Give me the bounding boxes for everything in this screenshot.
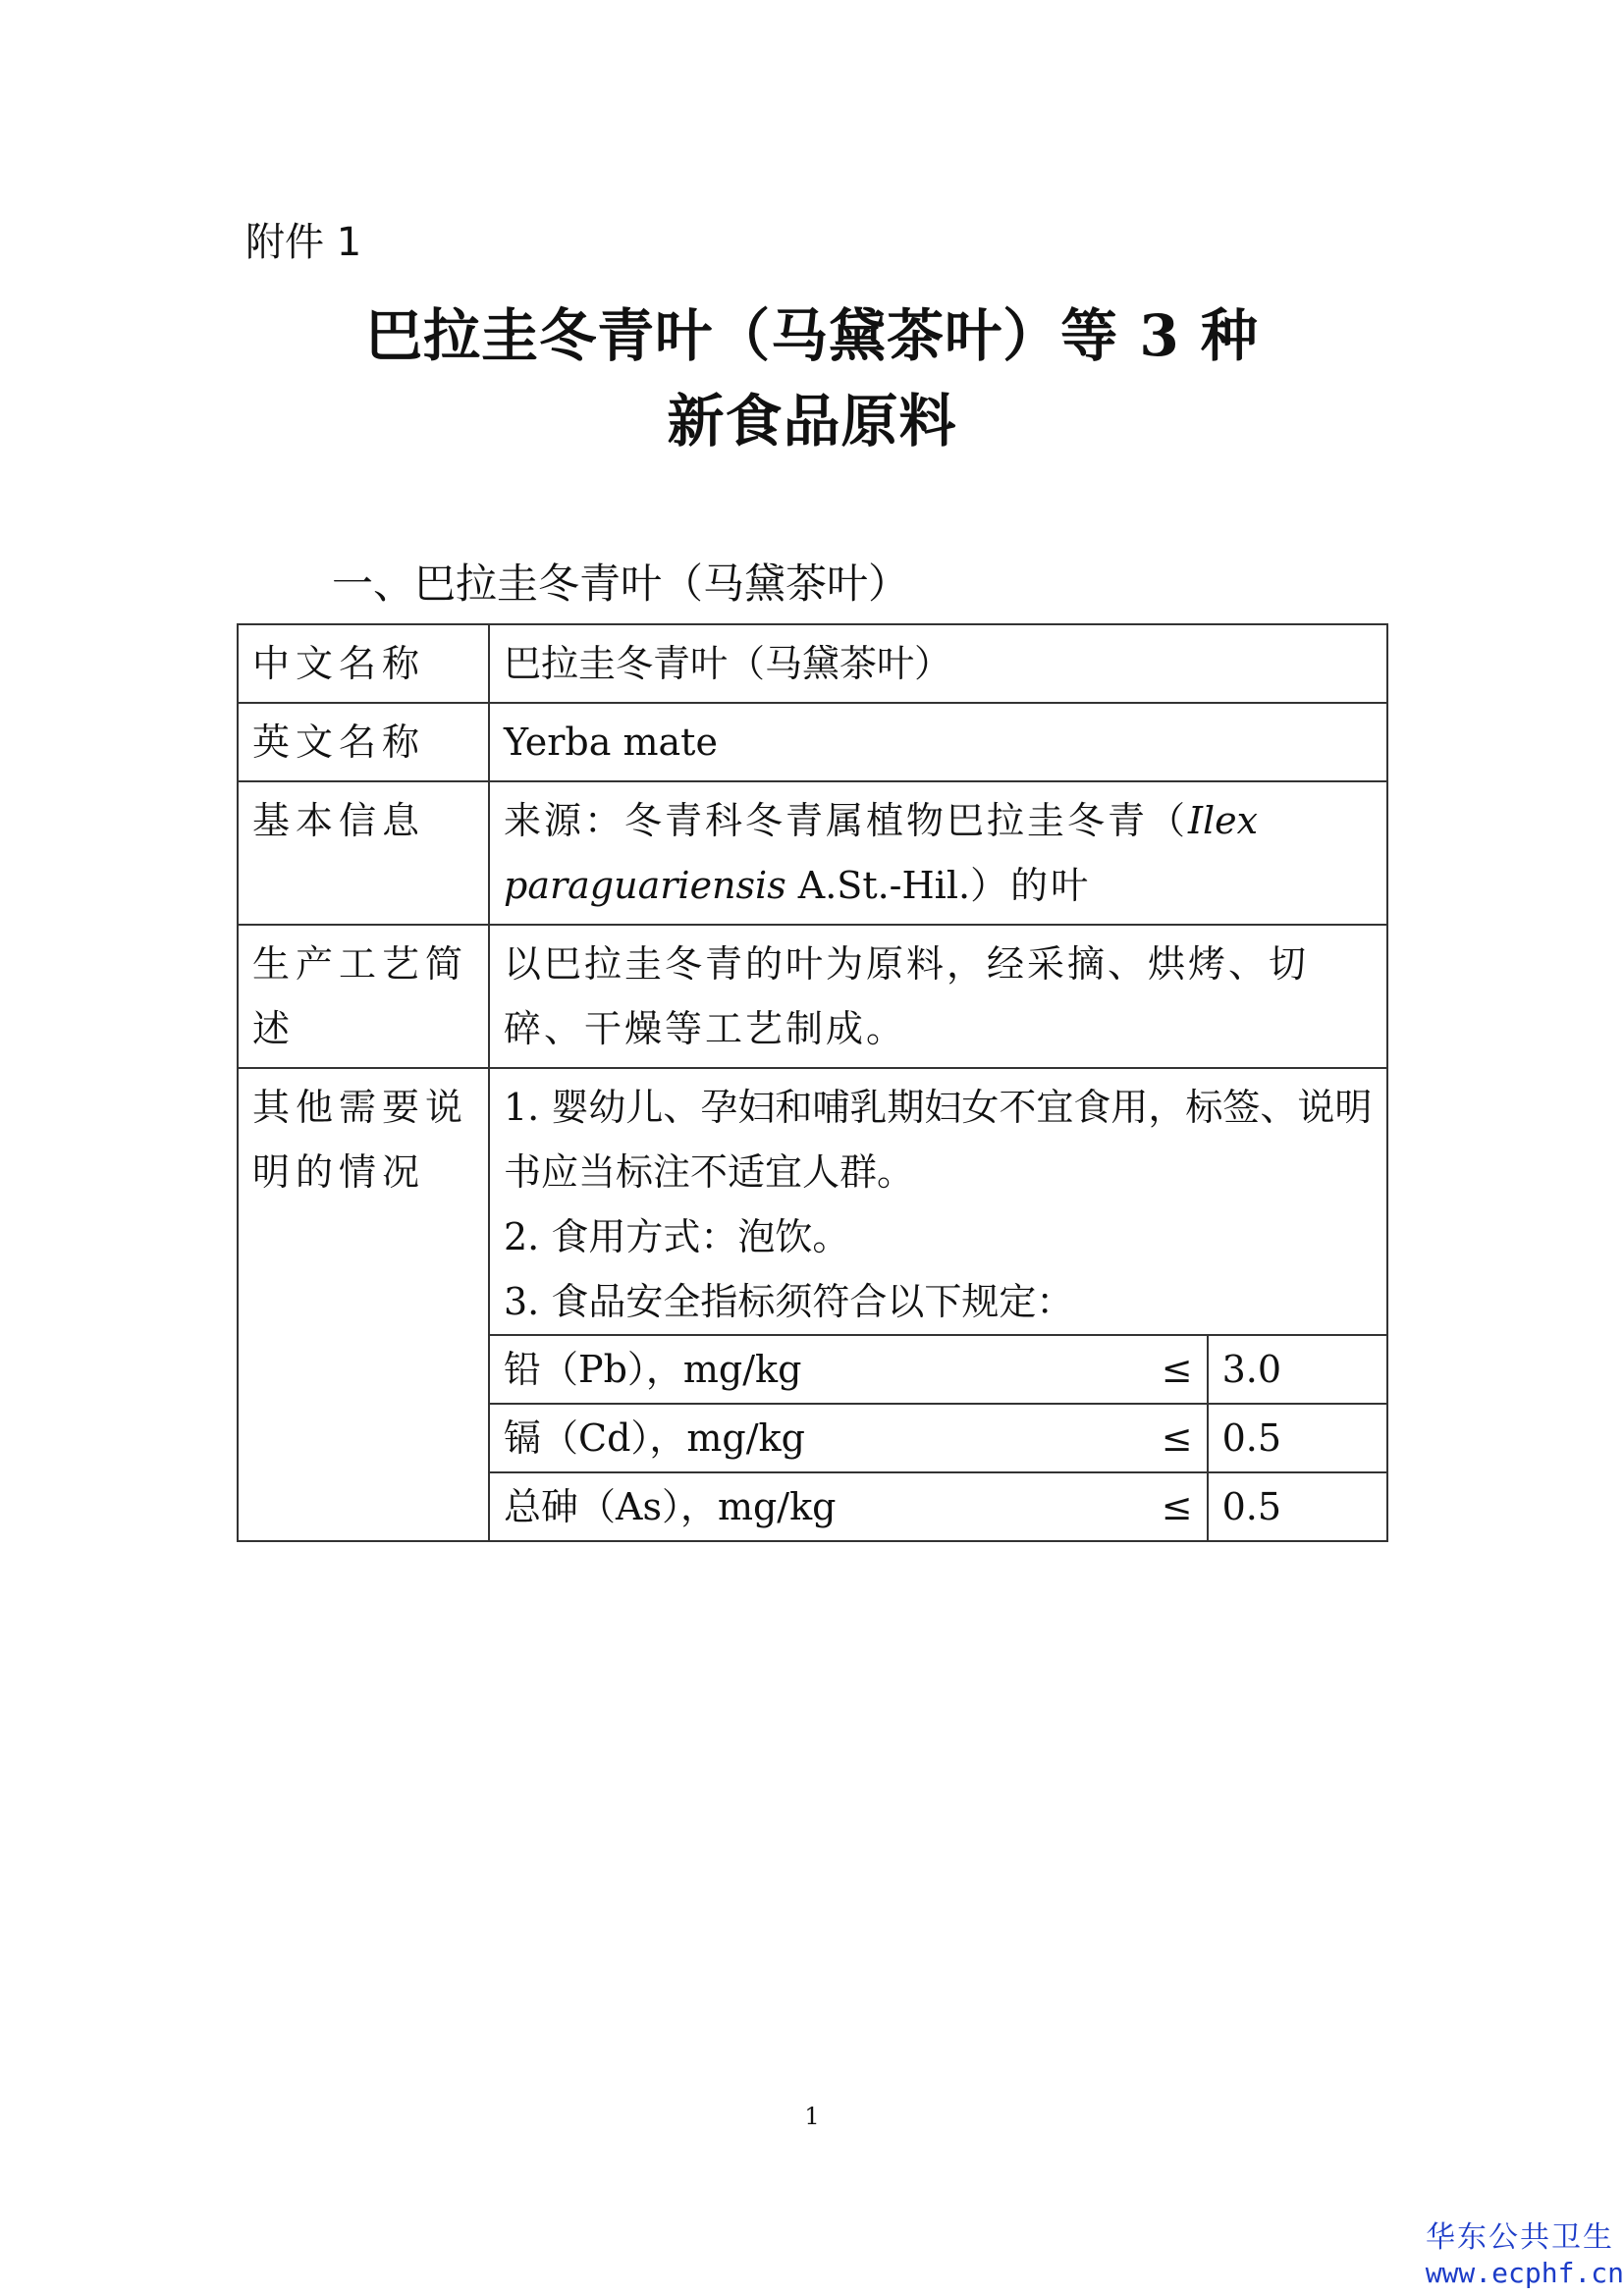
table-row-chinese-name — [238, 624, 1387, 703]
latin-name: Ilex paraguariensis — [504, 799, 1259, 907]
limit-operator: ≤ — [1118, 1404, 1208, 1472]
document-title-line-2: 新食品原料 — [667, 388, 957, 454]
note-2: 2. 食用方式：泡饮。 — [504, 1215, 850, 1258]
limit-value: 0.5 — [1208, 1404, 1386, 1472]
limit-row-lead — [490, 1335, 1386, 1404]
process-label: 生产工艺简述 — [238, 925, 489, 1068]
basic-info-label: 基本信息 — [238, 781, 489, 925]
latin-authority: A.St.-Hil. — [785, 864, 971, 907]
note-1: 1. 婴幼儿、孕妇和哺乳期妇女不宜食用，标签、说明书应当标注不适宜人群。 — [504, 1086, 1373, 1194]
table-row-english-name — [238, 703, 1387, 781]
basic-info-prefix: 来源：冬青科冬青属植物巴拉圭冬青（ — [504, 799, 1189, 842]
attachment-label: 附件 1 — [245, 220, 362, 265]
note-3: 3. 食品安全指标须符合以下规定： — [504, 1280, 1074, 1323]
table-row-basic-info — [238, 781, 1387, 925]
watermark-name: 华东公共卫生 — [1426, 2220, 1614, 2255]
basic-info-value — [489, 781, 1387, 925]
table-row-other-notes — [238, 1068, 1387, 1541]
page-number: 1 — [804, 2103, 820, 2130]
limit-operator: ≤ — [1118, 1472, 1208, 1540]
ingredient-info-table — [237, 623, 1388, 1542]
watermark — [1426, 2220, 1624, 2291]
chinese-name-label: 中文名称 — [238, 624, 489, 703]
limit-value: 3.0 — [1208, 1335, 1386, 1404]
section-heading: 一、巴拉圭冬青叶（马黛茶叶） — [332, 560, 910, 608]
limit-value: 0.5 — [1208, 1472, 1386, 1540]
basic-info-suffix: ）的叶 — [970, 864, 1092, 907]
limit-name: 总砷（As），mg/kg — [490, 1472, 1118, 1540]
english-name-label: 英文名称 — [238, 703, 489, 781]
limit-row-cadmium — [490, 1404, 1386, 1472]
safety-limits-table — [490, 1334, 1386, 1540]
limit-row-arsenic — [490, 1472, 1386, 1540]
table-row-process — [238, 925, 1387, 1068]
watermark-url: www.ecphf.cn — [1425, 2257, 1624, 2289]
english-name-value: Yerba mate — [489, 703, 1387, 781]
process-value: 以巴拉圭冬青的叶为原料，经采摘、烘烤、切碎、干燥等工艺制成。 — [489, 925, 1387, 1068]
limit-name: 铅（Pb），mg/kg — [490, 1335, 1118, 1404]
other-notes-label: 其他需要说明的情况 — [238, 1068, 489, 1541]
other-notes-cell — [489, 1068, 1387, 1541]
chinese-name-value: 巴拉圭冬青叶（马黛茶叶） — [489, 624, 1387, 703]
document-title-line-1: 巴拉圭冬青叶（马黛茶叶）等 3 种 — [365, 302, 1259, 369]
limit-name: 镉（Cd），mg/kg — [490, 1404, 1118, 1472]
limit-operator: ≤ — [1118, 1335, 1208, 1404]
